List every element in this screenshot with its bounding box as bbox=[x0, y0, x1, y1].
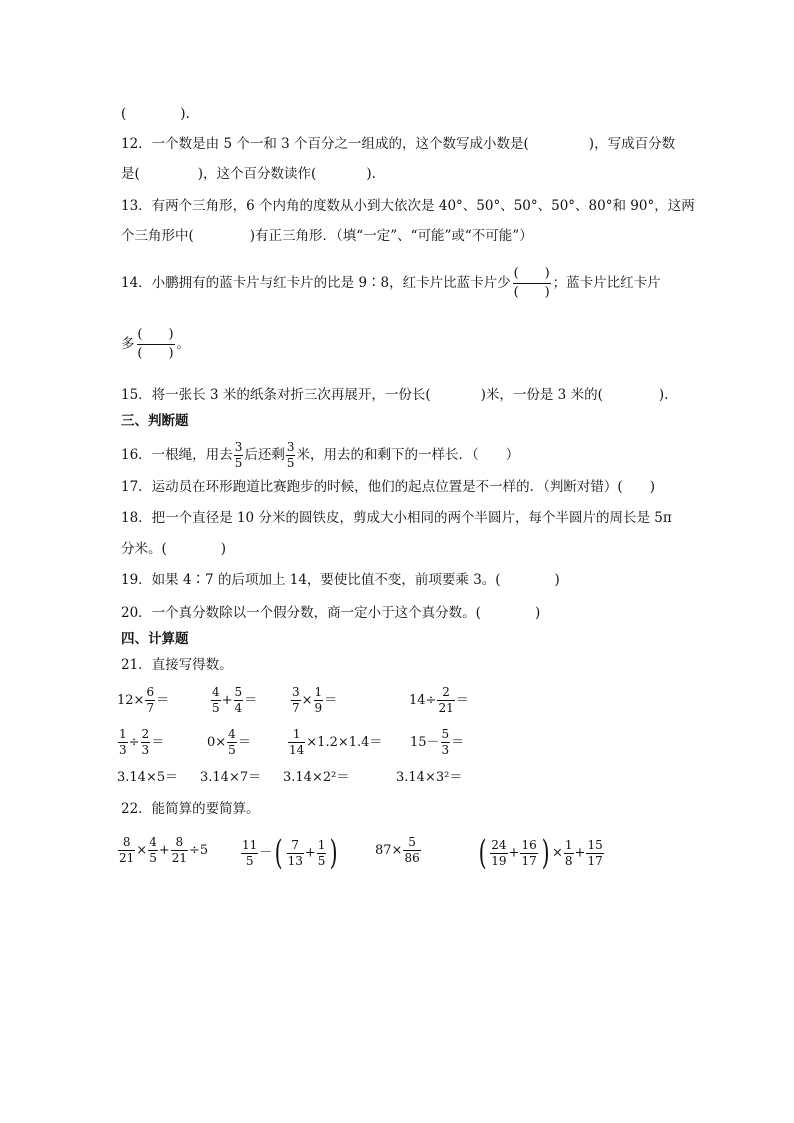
q21-item-12[interactable]: 3.14×3²＝ bbox=[396, 770, 463, 785]
fraction-denominator: 3 bbox=[119, 743, 127, 757]
q14-fraction-blank-2[interactable] bbox=[137, 327, 175, 362]
fraction bbox=[241, 839, 258, 868]
fraction-denominator: 5 bbox=[228, 743, 236, 757]
fraction-denominator: 5 bbox=[245, 853, 254, 868]
fraction-denominator: ( ) bbox=[137, 346, 174, 361]
q16-fraction-1 bbox=[234, 441, 244, 470]
expr-text: 14÷ bbox=[409, 693, 437, 708]
right-paren: ) bbox=[330, 833, 339, 873]
fraction bbox=[520, 839, 537, 868]
q14-text: ；蓝卡片比红卡片 bbox=[552, 275, 661, 291]
operator: + bbox=[508, 845, 520, 861]
fraction bbox=[234, 686, 244, 715]
fraction-numerator: 3 bbox=[286, 440, 295, 454]
fraction-numerator: 5 bbox=[403, 836, 420, 851]
operator: × bbox=[552, 845, 563, 861]
fraction-numerator: ( ) bbox=[513, 266, 551, 284]
q21-item-10[interactable]: 3.14×7＝ bbox=[200, 770, 262, 785]
fraction-denominator: 21 bbox=[171, 851, 188, 865]
fraction-numerator: 2 bbox=[437, 686, 454, 701]
expr-text: 15－ bbox=[410, 735, 440, 750]
fraction bbox=[171, 836, 188, 865]
fraction-numerator: 1 bbox=[288, 728, 305, 743]
q12-text: ). bbox=[366, 166, 376, 182]
question-14-line-2 bbox=[121, 327, 190, 362]
fraction-numerator: 3 bbox=[292, 685, 300, 699]
question-19[interactable]: 19．如果 4∶7 的后项加上 14，要使比值不变，前项要乘 3。( ) bbox=[121, 572, 560, 588]
fraction bbox=[288, 728, 305, 757]
q21-item-1[interactable] bbox=[117, 686, 169, 715]
fraction-numerator: 16 bbox=[521, 837, 537, 852]
operator: ÷ bbox=[128, 735, 140, 750]
question-15 bbox=[121, 386, 668, 404]
equals-sign: ＝ bbox=[237, 735, 251, 750]
fraction bbox=[148, 836, 158, 865]
q21-item-3[interactable] bbox=[290, 686, 337, 715]
q21-item-9[interactable]: 3.14×5＝ bbox=[117, 770, 179, 785]
question-13-line-2 bbox=[121, 227, 533, 245]
answer-blank[interactable]: ( ). bbox=[121, 106, 190, 122]
operator: + bbox=[304, 845, 316, 861]
q22-expression-1[interactable] bbox=[117, 836, 208, 865]
fraction-denominator: 17 bbox=[587, 853, 603, 868]
fraction-denominator: 7 bbox=[292, 701, 300, 715]
operator: × bbox=[301, 693, 313, 708]
question-18-line-2[interactable]: 分米。( ) bbox=[121, 541, 227, 557]
fraction-numerator: 8 bbox=[118, 836, 135, 851]
question-20[interactable]: 20．一个真分数除以一个假分数，商一定小于这个真分数。( ) bbox=[121, 605, 541, 621]
q13-text: 13．有两个三角形，6 个内角的度数从小到大依次是 40°、50°、50°、50°、80°和 90°，这两 bbox=[121, 198, 695, 214]
fraction-numerator: 11 bbox=[242, 837, 258, 852]
equals-sign: ＝ bbox=[451, 735, 465, 750]
fraction-numerator: 3 bbox=[234, 440, 243, 454]
fraction-denominator: 5 bbox=[234, 456, 243, 470]
continued-blank bbox=[121, 105, 190, 123]
fraction-denominator: 5 bbox=[149, 851, 157, 865]
q13-text: 个三角形中( bbox=[121, 228, 194, 244]
fraction bbox=[118, 836, 135, 865]
fraction-numerator: 4 bbox=[228, 727, 236, 741]
fraction-numerator: 5 bbox=[234, 685, 243, 699]
fraction bbox=[211, 686, 221, 715]
fraction-denominator: 5 bbox=[286, 456, 295, 470]
fraction-denominator: 3 bbox=[441, 743, 450, 757]
fraction-denominator: 21 bbox=[119, 851, 135, 865]
fraction bbox=[403, 836, 420, 865]
question-12-line-1 bbox=[121, 135, 675, 153]
q22-expression-2[interactable] bbox=[240, 833, 341, 873]
fraction-numerator: 1 bbox=[564, 837, 573, 852]
equals-sign: ＝ bbox=[455, 693, 469, 708]
q14-fraction-blank-1[interactable] bbox=[513, 266, 551, 301]
q16-text: 16．一根绳，用去 bbox=[121, 447, 233, 463]
fraction-numerator: 1 bbox=[317, 837, 326, 852]
fraction-numerator: 6 bbox=[146, 685, 155, 699]
fraction-denominator: ( ) bbox=[513, 285, 550, 300]
fraction-denominator: 21 bbox=[438, 701, 454, 715]
question-17[interactable]: 17．运动员在环形跑道比赛跑步的时候，他们的起点位置是不一样的．（判断对错）( ) bbox=[121, 479, 655, 495]
fraction-denominator: 13 bbox=[287, 853, 303, 868]
fraction bbox=[317, 839, 327, 868]
q21-item-2[interactable] bbox=[210, 686, 257, 715]
fraction bbox=[564, 839, 574, 868]
q21-item-7[interactable] bbox=[287, 728, 382, 757]
q22-expression-3[interactable] bbox=[375, 836, 422, 865]
fraction-numerator: 1 bbox=[119, 727, 127, 741]
expr-text: 0× bbox=[207, 735, 227, 750]
q21-item-5[interactable] bbox=[117, 728, 164, 757]
fraction-numerator: 4 bbox=[149, 835, 157, 849]
fraction-denominator: 17 bbox=[521, 853, 537, 868]
left-paren: ( bbox=[274, 833, 283, 873]
fraction bbox=[441, 728, 451, 757]
fraction-denominator: 14 bbox=[289, 743, 305, 757]
equals-sign: ＝ bbox=[324, 693, 338, 708]
equals-sign: ＝ bbox=[156, 693, 170, 708]
fraction-denominator: 3 bbox=[141, 743, 150, 757]
expr-text: 87× bbox=[375, 843, 403, 858]
fraction bbox=[118, 728, 128, 757]
q21-item-11[interactable]: 3.14×2²＝ bbox=[283, 770, 350, 785]
fraction-denominator: 7 bbox=[146, 701, 155, 715]
fraction bbox=[490, 839, 507, 868]
operator: + bbox=[158, 843, 170, 858]
fraction-numerator: 5 bbox=[441, 727, 450, 741]
fraction-numerator: 1 bbox=[314, 685, 323, 699]
operator: × bbox=[136, 843, 148, 858]
question-13-line-1 bbox=[121, 197, 695, 215]
question-22-title: 22．能简算的要简算。 bbox=[121, 801, 260, 817]
q14-text: 。 bbox=[176, 336, 190, 352]
q12-text: 12．一个数是由 5 个一和 3 个百分之一组成的，这个数写成小数是( bbox=[121, 136, 529, 152]
question-14-line-1 bbox=[121, 266, 661, 301]
q14-text: 多 bbox=[121, 336, 135, 352]
expr-text: ÷5 bbox=[189, 843, 209, 858]
fraction-numerator: 15 bbox=[587, 837, 603, 852]
fraction bbox=[141, 728, 151, 757]
right-paren: ) bbox=[541, 833, 550, 873]
fraction-numerator: 8 bbox=[171, 836, 188, 851]
question-21-title: 21．直接写得数。 bbox=[121, 657, 233, 673]
q16-text: 后还剩 bbox=[244, 447, 285, 463]
q21-item-8[interactable] bbox=[410, 728, 464, 757]
fraction bbox=[314, 686, 324, 715]
q15-text: 15．将一张长 3 米的纸条对折三次再展开，一份长( bbox=[121, 387, 431, 403]
left-paren: ( bbox=[478, 833, 487, 873]
fraction bbox=[291, 686, 301, 715]
expr-text: ×1.2×1.4＝ bbox=[306, 735, 383, 750]
fraction-denominator: 86 bbox=[404, 851, 420, 865]
operator: － bbox=[259, 845, 273, 861]
equals-sign: ＝ bbox=[151, 735, 165, 750]
fraction-numerator: 24 bbox=[491, 837, 507, 852]
question-16 bbox=[121, 441, 519, 470]
fraction bbox=[437, 686, 454, 715]
fraction-numerator: ( ) bbox=[137, 327, 175, 345]
fraction bbox=[287, 839, 304, 868]
fraction-denominator: 19 bbox=[491, 853, 507, 868]
fraction bbox=[227, 728, 237, 757]
q13-text: )有正三角形．（填“一定”、“可能”或“不可能”） bbox=[249, 228, 533, 244]
operator: + bbox=[574, 845, 586, 861]
section-heading-calculation: 四、计算题 bbox=[121, 631, 189, 647]
q22-expression-4[interactable] bbox=[476, 833, 605, 873]
fraction-denominator: 8 bbox=[564, 853, 573, 868]
fraction-denominator: 4 bbox=[234, 701, 243, 715]
q14-text: 14．小鹏拥有的蓝卡片与红卡片的比是 9∶8，红卡片比蓝卡片少 bbox=[121, 275, 511, 291]
q12-text: )，写成百分数 bbox=[588, 136, 676, 152]
q16-text[interactable]: 米，用去的和剩下的一样长．（ ） bbox=[296, 447, 520, 463]
fraction-numerator: 2 bbox=[141, 727, 150, 741]
q16-fraction-2 bbox=[286, 441, 296, 470]
q15-text: ). bbox=[658, 387, 669, 403]
fraction-denominator: 5 bbox=[212, 701, 220, 715]
question-12-line-2 bbox=[121, 165, 376, 183]
fraction-numerator: 4 bbox=[212, 685, 220, 699]
equals-sign: ＝ bbox=[244, 693, 258, 708]
fraction bbox=[145, 686, 155, 715]
q12-text: 是( bbox=[121, 166, 140, 182]
q21-item-4[interactable] bbox=[409, 686, 469, 715]
q21-item-6[interactable] bbox=[207, 728, 251, 757]
section-heading-judgement: 三、判断题 bbox=[121, 413, 189, 429]
question-18-line-1: 18．把一个直径是 10 分米的圆铁皮，剪成大小相同的两个半圆片，每个半圆片的周长是 5π bbox=[121, 510, 672, 526]
fraction-denominator: 9 bbox=[314, 701, 323, 715]
q12-text: )，这个百分数读作( bbox=[197, 166, 317, 182]
fraction bbox=[586, 839, 603, 868]
q15-text: )米，一份是 3 米的( bbox=[480, 387, 603, 403]
expr-text: 12× bbox=[117, 693, 145, 708]
operator: + bbox=[221, 693, 233, 708]
fraction-denominator: 5 bbox=[317, 853, 326, 868]
fraction-numerator: 7 bbox=[287, 839, 304, 854]
